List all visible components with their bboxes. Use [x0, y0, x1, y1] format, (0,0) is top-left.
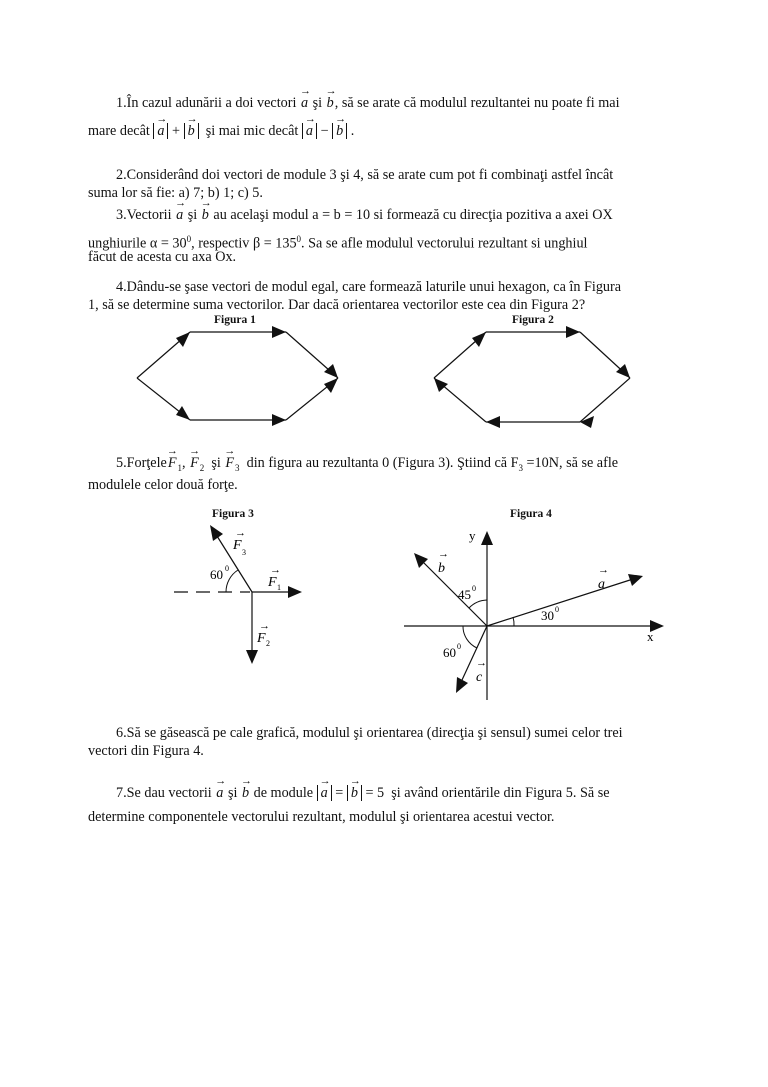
label-45: 45 [458, 587, 471, 602]
axis-x-label: x [647, 629, 654, 644]
label-c: c [476, 670, 483, 685]
problem-3-line-2: unghiurile $\alpha = 30^0$, respectiv $\beta = 135^0$. Sa se afle modulul vectorului rezultant si unghiul [88, 234, 588, 252]
label-60b: 60 [443, 645, 456, 660]
figure-1-title: Figura 1 [214, 314, 256, 326]
label-30: 30 [541, 608, 554, 623]
abs-a: → a [153, 123, 168, 139]
vector-b: → b [326, 92, 335, 114]
problem-3-line-3: făcut de acesta cu axa Ox. [88, 249, 237, 265]
svg-text:0: 0 [472, 584, 476, 593]
svg-text:0: 0 [457, 642, 461, 651]
fig2-arrowhead [580, 416, 594, 428]
problem-4-line-2: 1, să se determine suma vectorilor. Dar dacă orientarea vectorilor este cea din Figura 2? [88, 297, 586, 313]
problem-7-line-1: 7.Se dau vectorii → a şi → b de module → a = → b = 5 şi având orientările din Figura 5. Să se [88, 782, 716, 804]
vector-a: → a [300, 92, 309, 114]
label-a: a [598, 577, 605, 592]
problem-6-line-2: vectori din Figura 4. [88, 743, 204, 759]
problem-5-line-2: modulele celor două forţe. [88, 477, 238, 493]
problem-4-line-1: 4.Dându-se şase vectori de modul egal, care formează laturile unui hexagon, ca în Figura [116, 279, 622, 295]
svg-text:0: 0 [225, 564, 229, 573]
fig1-arrowhead [176, 406, 190, 420]
abs-a-2: → a [302, 123, 317, 139]
problem-7-line-2: determine componentele vectorului rezultant, modulul şi orientarea acestui vector. [88, 809, 555, 825]
problem-1-line-2: mare decât → a + → b şi mai mic decât → a − → b . [88, 120, 688, 142]
svg-text:2: 2 [266, 639, 270, 648]
svg-text:1: 1 [277, 583, 281, 592]
label-F1: F [268, 575, 277, 590]
problem-3-line-1: 3.Vectorii → a şi → b au acelaşi modul a = b = 10 si formează cu direcţia pozitiva a axei OX [88, 204, 716, 226]
label-F3-arrow: → [235, 527, 246, 539]
fig1-arrowhead [272, 414, 286, 426]
fig1-arrowhead [324, 364, 338, 378]
svg-text:→: → [259, 620, 270, 632]
fig2-arrowhead [566, 326, 580, 338]
figure-2-title: Figura 2 [512, 314, 554, 326]
fig1-arrowhead [272, 326, 286, 338]
figure-3-title: Figura 3 [212, 508, 254, 520]
problem-2-line-2: suma lor să fie: a) 7; b) 1; c) 5. [88, 185, 263, 201]
figure-4-title: Figura 4 [510, 508, 552, 520]
svg-text:→: → [476, 657, 487, 669]
label-F3: F [233, 538, 242, 553]
svg-text:3: 3 [242, 548, 246, 557]
fig1-arrowhead [176, 332, 190, 347]
fig2-arrowhead [434, 378, 448, 392]
problem-2-line-1: 2.Considerând doi vectori de module 3 şi 4, să se arate cum pot fi combinaţi astfel încât [116, 167, 614, 183]
fig2-arrowhead [472, 332, 486, 347]
abs-b-2: → b [332, 123, 347, 139]
problem-5-line-1: 5.Forţele→ $F_1$, → $F_2$ şi → $F_3$ din figura au rezultanta 0 (Figura 3). Ştiind că $F_3 =10N$, să se afle [88, 452, 716, 479]
axis-y-label: y [469, 528, 476, 543]
label-F2: F [257, 631, 266, 646]
problem-6-line-1: 6.Să se găsească pe cale grafică, modulul şi orientarea (direcţia şi sensul) sumei celor trei [116, 725, 623, 741]
figure-2-hexagon [434, 332, 630, 422]
problem-1-line-1: 1.În cazul adunării a doi vectori → a şi → b, să se arate că modulul rezultantei nu poate fi mai [88, 92, 716, 114]
svg-text:→: → [598, 564, 609, 576]
svg-text:→: → [438, 548, 449, 560]
svg-text:0: 0 [555, 605, 559, 614]
fig2-arrowhead [486, 416, 500, 428]
fig2-arrowhead [616, 364, 630, 378]
label-60: 60 [210, 567, 223, 582]
svg-text:→: → [270, 564, 281, 576]
fig1-arrowhead [324, 378, 338, 393]
abs-b: → b [184, 123, 199, 139]
label-b: b [438, 561, 445, 576]
